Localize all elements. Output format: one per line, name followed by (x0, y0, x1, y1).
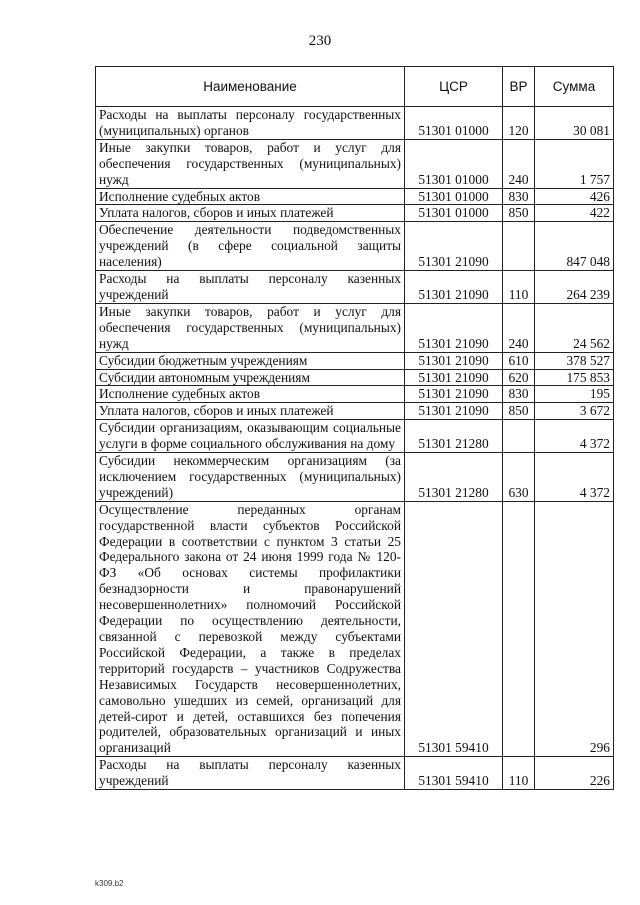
header-vr: ВР (503, 67, 535, 107)
row-name: Расходы на выплаты персоналу казенных учреждений (96, 271, 405, 304)
row-csr: 51301 21090 (405, 403, 503, 420)
row-csr: 51301 01000 (405, 107, 503, 140)
row-csr: 51301 01000 (405, 205, 503, 222)
row-csr: 51301 21280 (405, 453, 503, 502)
table-header-row (96, 67, 614, 107)
row-sum: 24 562 (535, 303, 614, 352)
row-name: Расходы на выплаты персоналу казенных учреждений (96, 757, 405, 790)
row-vr: 830 (503, 188, 535, 205)
row-sum: 3 672 (535, 403, 614, 420)
row-sum: 426 (535, 188, 614, 205)
row-sum: 175 853 (535, 369, 614, 386)
row-vr (503, 420, 535, 453)
row-csr: 51301 21090 (405, 386, 503, 403)
row-csr: 51301 21090 (405, 369, 503, 386)
table-row (96, 139, 614, 188)
row-sum: 847 048 (535, 222, 614, 271)
table-row (96, 352, 614, 369)
row-sum: 30 081 (535, 107, 614, 140)
table-row (96, 369, 614, 386)
row-sum: 4 372 (535, 420, 614, 453)
row-vr (503, 222, 535, 271)
row-name: Субсидии бюджетным учреждениям (96, 352, 405, 369)
budget-table (95, 66, 614, 790)
table-row (96, 303, 614, 352)
row-vr: 850 (503, 403, 535, 420)
row-vr: 830 (503, 386, 535, 403)
row-name: Уплата налогов, сборов и иных платежей (96, 403, 405, 420)
row-name: Субсидии организациям, оказывающим социальные услуги в форме социального обслуживания на дому (96, 420, 405, 453)
table-row (96, 501, 614, 757)
row-vr: 110 (503, 757, 535, 790)
header-sum: Сумма (535, 67, 614, 107)
table-row (96, 205, 614, 222)
row-vr: 850 (503, 205, 535, 222)
row-csr: 51301 21280 (405, 420, 503, 453)
header-csr: ЦСР (405, 67, 503, 107)
header-name: Наименование (96, 67, 405, 107)
row-vr: 240 (503, 139, 535, 188)
page-number: 230 (308, 33, 332, 49)
row-name: Исполнение судебных актов (96, 188, 405, 205)
row-name: Субсидии некоммерческим организациям (за исключением государственных (муниципальных) учреждений) (96, 453, 405, 502)
table-row (96, 403, 614, 420)
row-name: Иные закупки товаров, работ и услуг для обеспечения государственных (муниципальных) нужд (96, 139, 405, 188)
row-sum: 422 (535, 205, 614, 222)
row-csr: 51301 21090 (405, 352, 503, 369)
table-row (96, 107, 614, 140)
row-name: Расходы на выплаты персоналу государственных (муниципальных) органов (96, 107, 405, 140)
table-row (96, 271, 614, 304)
row-csr: 51301 21090 (405, 271, 503, 304)
row-name: Исполнение судебных актов (96, 386, 405, 403)
row-vr: 630 (503, 453, 535, 502)
row-name: Уплата налогов, сборов и иных платежей (96, 205, 405, 222)
row-name: Субсидии автономным учреждениям (96, 369, 405, 386)
row-sum: 195 (535, 386, 614, 403)
row-sum: 1 757 (535, 139, 614, 188)
table-row (96, 757, 614, 790)
document-footer-code: k309.b2 (95, 879, 124, 888)
row-name: Иные закупки товаров, работ и услуг для обеспечения государственных (муниципальных) нужд (96, 303, 405, 352)
row-vr: 610 (503, 352, 535, 369)
row-sum: 296 (535, 501, 614, 757)
row-csr: 51301 01000 (405, 188, 503, 205)
row-sum: 378 527 (535, 352, 614, 369)
table-row (96, 386, 614, 403)
row-name: Обеспечение деятельности подведомственных учреждений (в сфере социальной защиты населения) (96, 222, 405, 271)
row-sum: 226 (535, 757, 614, 790)
row-vr: 120 (503, 107, 535, 140)
row-csr: 51301 59410 (405, 501, 503, 757)
table-row (96, 222, 614, 271)
table-row (96, 420, 614, 453)
row-name: Осуществление переданных органам государственной власти субъектов Российской Федерации в соответствии с пунктом 3 статьи 25 Федерального закона от 24 июня 1999 года № 120-ФЗ «Об основах системы профилактики безнадзорности и правонарушений несовершеннолетних» полномочий Российской Федерации по осуществлению деятельности, связанной с перевозкой между субъектами Российской Федерации, а также в пределах территорий государств – участников Содружества Независимых Государств несовершеннолетних, самовольно ушедших из семей, организаций для детей-сирот и детей, оставшихся без попечения родителей, образовательных организаций и иных организаций (96, 501, 405, 757)
table-row (96, 453, 614, 502)
row-csr: 51301 21090 (405, 222, 503, 271)
row-vr (503, 501, 535, 757)
row-csr: 51301 21090 (405, 303, 503, 352)
row-sum: 4 372 (535, 453, 614, 502)
row-vr: 620 (503, 369, 535, 386)
row-csr: 51301 01000 (405, 139, 503, 188)
row-csr: 51301 59410 (405, 757, 503, 790)
row-vr: 240 (503, 303, 535, 352)
table-row (96, 188, 614, 205)
row-sum: 264 239 (535, 271, 614, 304)
row-vr: 110 (503, 271, 535, 304)
